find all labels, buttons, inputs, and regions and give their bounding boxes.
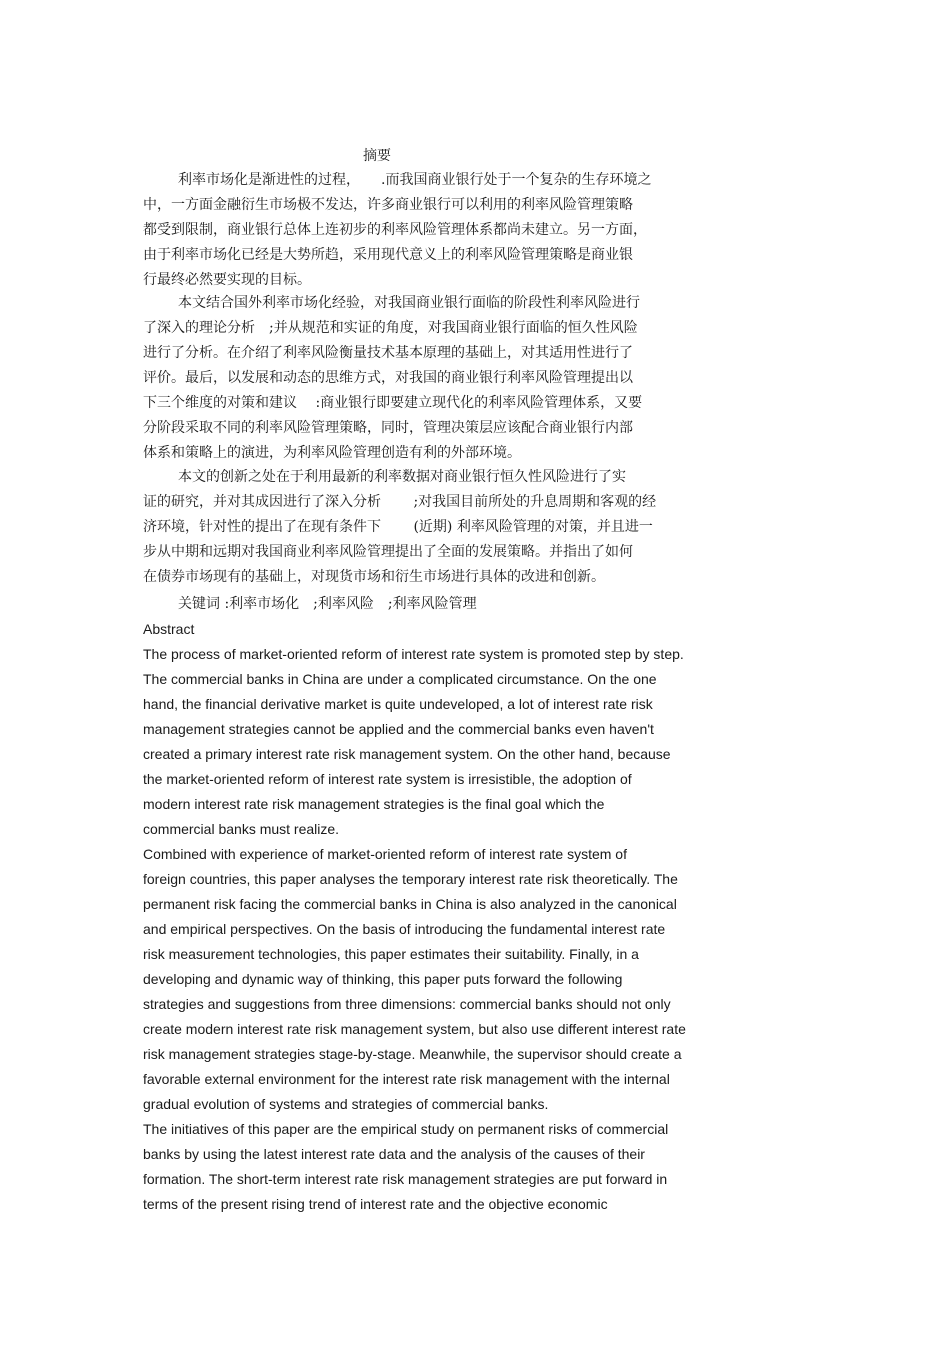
- text-line: The commercial banks in China are under a complicated circumstance. On the one: [143, 671, 657, 687]
- text-line: 中，一方面金融衍生市场极不发达，许多商业银行可以利用的利率风险管理策略: [143, 197, 633, 213]
- text-line: 证的研究，并对其成因进行了深入分析 ;对我国目前所处的升息周期和客观的经: [143, 494, 657, 510]
- text-line: 行最终必然要实现的目标。: [143, 272, 311, 288]
- text-line: formation. The short-term interest rate risk management strategies are put forward in: [143, 1171, 668, 1187]
- text-line: 下三个维度的对策和建议 :商业银行即要建立现代化的利率风险管理体系，又要: [143, 395, 643, 411]
- text-line: banks by using the latest interest rate data and the analysis of the causes of their: [143, 1146, 645, 1162]
- text-line: strategies and suggestions from three dimensions: commercial banks should not only: [143, 996, 671, 1012]
- text-line: 分阶段采取不同的利率风险管理策略，同时，管理决策层应该配合商业银行内部: [143, 420, 633, 436]
- keywords-line: 关键词 :利率市场化 ;利率风险 ;利率风险管理: [178, 596, 477, 612]
- text-line: the market-oriented reform of interest rate system is irresistible, the adoption of: [143, 771, 632, 787]
- text-line: terms of the present rising trend of interest rate and the objective economic: [143, 1196, 608, 1212]
- text-line: risk measurement technologies, this paper estimates their suitability. Finally, in a: [143, 946, 639, 962]
- abstract-en-paragraph-2: [143, 842, 743, 1117]
- text-line: 体系和策略上的演进，为利率风险管理创造有利的外部环境。: [143, 445, 521, 461]
- text-line: 本文的创新之处在于利用最新的利率数据对商业银行恒久性风险进行了实: [178, 469, 626, 485]
- text-line: 本文结合国外利率市场化经验，对我国商业银行面临的阶段性利率风险进行: [178, 295, 640, 311]
- abstract-en-paragraph-3: [143, 1117, 743, 1217]
- text-line: 在债券市场现有的基础上，对现货市场和衍生市场进行具体的改进和创新。: [143, 569, 605, 585]
- text-line: developing and dynamic way of thinking, this paper puts forward the following: [143, 971, 623, 987]
- text-line: 进行了分析。在介绍了利率风险衡量技术基本原理的基础上，对其适用性进行了: [143, 345, 633, 361]
- text-line: 了深入的理论分析 ;并从规范和实证的角度，对我国商业银行面临的恒久性风险: [143, 320, 638, 336]
- text-line: management strategies cannot be applied and the commercial banks even haven't: [143, 721, 654, 737]
- abstract-en-title: Abstract: [143, 621, 195, 637]
- text-line: foreign countries, this paper analyses the temporary interest rate risk theoretically. The: [143, 871, 678, 887]
- abstract-cn-title: 摘要: [363, 148, 391, 164]
- text-line: created a primary interest rate risk management system. On the other hand, because: [143, 746, 671, 762]
- abstract-cn-paragraph-2: [143, 291, 703, 466]
- text-line: The initiatives of this paper are the empirical study on permanent risks of commercial: [143, 1121, 669, 1137]
- text-line: 利率市场化是渐进性的过程， .而我国商业银行处于一个复杂的生存环境之: [178, 172, 652, 188]
- text-line: favorable external environment for the interest rate risk management with the internal: [143, 1071, 670, 1087]
- text-line: permanent risk facing the commercial banks in China is also analyzed in the canonical: [143, 896, 677, 912]
- text-line: create modern interest rate risk management system, but also use different interest rate: [143, 1021, 686, 1037]
- text-line: modern interest rate risk management strategies is the final goal which the: [143, 796, 605, 812]
- abstract-cn-paragraph-3: [143, 465, 703, 590]
- text-line: 步从中期和远期对我国商业利率风险管理提出了全面的发展策略。并指出了如何: [143, 544, 633, 560]
- abstract-cn-paragraph-1: [143, 168, 703, 293]
- abstract-en-title-block: [143, 617, 743, 642]
- text-line: risk management strategies stage-by-stage. Meanwhile, the supervisor should create a: [143, 1046, 682, 1062]
- text-line: The process of market-oriented reform of interest rate system is promoted step by step.: [143, 646, 684, 662]
- text-line: and empirical perspectives. On the basis of introducing the fundamental interest rate: [143, 921, 666, 937]
- keywords-cn: [143, 592, 703, 617]
- text-line: 由于利率市场化已经是大势所趋，采用现代意义上的利率风险管理策略是商业银: [143, 247, 633, 263]
- text-line: gradual evolution of systems and strategies of commercial banks.: [143, 1096, 549, 1112]
- text-line: Combined with experience of market-oriented reform of interest rate system of: [143, 846, 627, 862]
- text-line: commercial banks must realize.: [143, 821, 340, 837]
- text-line: 都受到限制，商业银行总体上连初步的利率风险管理体系都尚未建立。另一方面，: [143, 222, 647, 238]
- text-line: 济环境，针对性的提出了在现有条件下 (近期) 利率风险管理的对策，并且进一: [143, 519, 653, 535]
- abstract-en-paragraph-1: [143, 642, 743, 842]
- text-line: 评价。最后，以发展和动态的思维方式，对我国的商业银行利率风险管理提出以: [143, 370, 633, 386]
- text-line: hand, the financial derivative market is quite undeveloped, a lot of interest rate risk: [143, 696, 653, 712]
